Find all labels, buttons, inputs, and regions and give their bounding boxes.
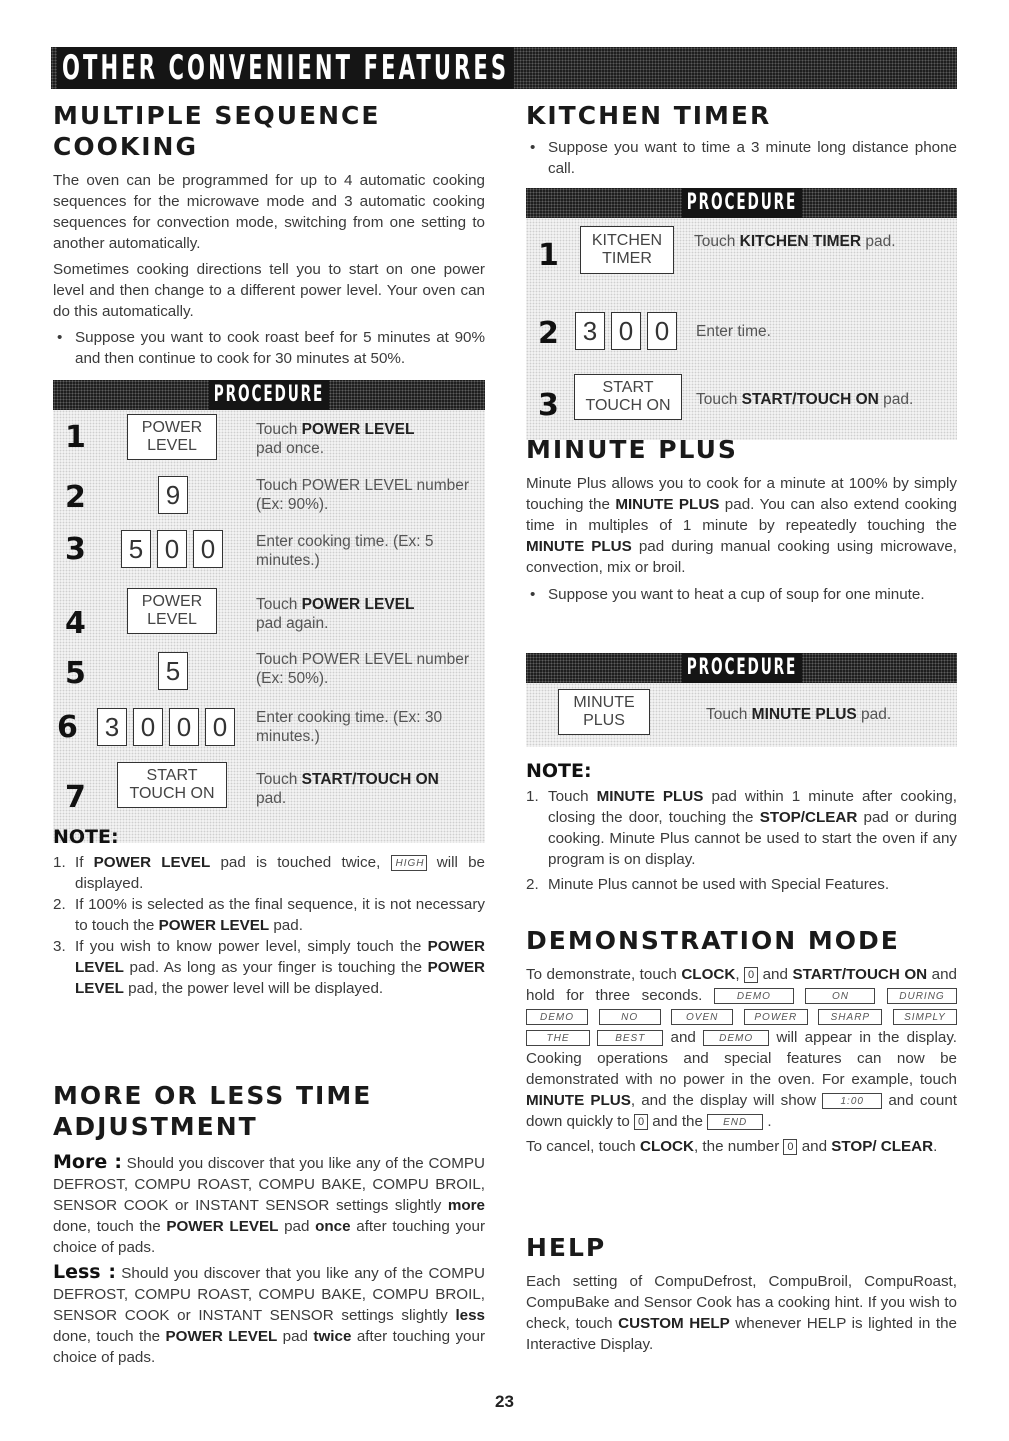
less-paragraph: Less : Should you discover that you like any of the COMPU DEFROST, COMPU ROAST, COMPU BAKE, COMPU BROIL, SENSOR COOK or INSTANT SENSOR settings slightly less done, touch the POWER LEVEL pad twice after touching your choice of pads. xyxy=(53,1261,485,1366)
digit-key: 0 xyxy=(611,312,641,350)
minute-plus-example: • Suppose you want to heat a cup of soup for one minute. xyxy=(526,584,957,605)
multiple-sequence-example: • Suppose you want to cook roast beef for 5 minutes at 90% and then continue to cook for 30 minutes at 50%. xyxy=(53,327,485,369)
power-level-key: POWER LEVEL xyxy=(127,588,217,634)
kitchen-timer-procedure xyxy=(526,188,957,440)
help-section xyxy=(526,1232,957,1355)
digit-key: 5 xyxy=(158,652,188,690)
multiple-sequence-procedure xyxy=(53,380,485,843)
kitchen-timer-section xyxy=(526,100,957,179)
help-title: HELP xyxy=(526,1233,607,1262)
note-item: 1. Touch MINUTE PLUS pad within 1 minute after cooking, closing the door, touching the STOP/CLEAR pad or during cooking. Minute Plus cannot be used to start the oven if any program is on display. xyxy=(526,788,957,868)
digit-key: 9 xyxy=(158,476,188,514)
kitchen-timer-example: • Suppose you want to time a 3 minute long distance phone call. xyxy=(526,137,957,179)
note-item: 3. If you wish to know power level, simply touch the POWER LEVEL pad. As long as your finger is touching the POWER LEVEL pad, the power level will be displayed. xyxy=(53,938,485,997)
procedure-steps: 1 KITCHEN TIMER Touch KITCHEN TIMER pad. 2 3 0 0 Enter time. 3 START TOUCH ON Touch START/TOUCH ON pad. xyxy=(526,218,957,440)
note-title: NOTE: xyxy=(526,760,592,782)
more-less-title: MORE OR LESS TIME ADJUSTMENT xyxy=(53,1081,373,1141)
multiple-sequence-intro: The oven can be programmed for up to 4 automatic cooking sequences for the microwave mode and 3 automatic cooking sequences for convection mode, switching from one setting to another automatically. xyxy=(53,172,485,252)
minute-plus-title: MINUTE PLUS xyxy=(526,435,738,464)
digit-key: 0 xyxy=(157,530,187,568)
digit-key: 0 xyxy=(647,312,677,350)
start-touch-on-key: START TOUCH ON xyxy=(117,762,227,808)
digit-key: 0 xyxy=(205,708,235,746)
demonstration-title: DEMONSTRATION MODE xyxy=(526,926,900,955)
digit-key: 3 xyxy=(97,708,127,746)
kitchen-timer-key: KITCHEN TIMER xyxy=(580,226,674,274)
multiple-sequence-notes xyxy=(53,826,485,999)
kitchen-timer-title: KITCHEN TIMER xyxy=(526,101,772,130)
section-banner xyxy=(51,47,957,89)
help-paragraph: Each setting of CompuDefrost, CompuBroil, CompuRoast, CompuBake and Sensor Cook has a cooking hint. If you wish to check, touch CUSTOM HELP whenever HELP is lighted in the Interactive Display. xyxy=(526,1273,957,1353)
minute-plus-procedure xyxy=(526,653,957,747)
banner-title: OTHER CONVENIENT FEATURES xyxy=(57,47,514,89)
note-item: 1. If POWER LEVEL pad is touched twice, HIGH will be displayed. xyxy=(53,854,485,892)
minute-plus-key: MINUTE PLUS xyxy=(558,689,650,735)
start-touch-on-key: START TOUCH ON xyxy=(574,374,682,420)
note-item: 2. Minute Plus cannot be used with Special Features. xyxy=(526,876,890,893)
demonstration-paragraph: To demonstrate, touch CLOCK, 0 and START/TOUCH ON and hold for three seconds. DEMO ON DURING DEMO NO OVEN POWER SHARP SIMPLY THE BEST and DEMO will appear in the display. Cooking operations and special features can now be demonstrated with no power in the oven. For example, touch MINUTE PLUS, and the display will show 1:00 and count down quickly to 0 and the END . xyxy=(526,966,957,1130)
procedure-header: PROCEDURE xyxy=(53,380,485,410)
multiple-sequence-para2: Sometimes cooking directions tell you to start on one power level and then change to a different power level. Your oven can do this automatically. xyxy=(53,261,485,320)
more-paragraph: More : Should you discover that you like any of the COMPU DEFROST, COMPU ROAST, COMPU BAKE, COMPU BROIL, SENSOR COOK or INSTANT SENSOR settings slightly more done, touch the POWER LEVEL pad once after touching your choice of pads. xyxy=(53,1151,485,1256)
minute-plus-section xyxy=(526,434,957,605)
display-readout: HIGH xyxy=(391,855,427,871)
note-title: NOTE: xyxy=(53,826,119,848)
demonstration-section xyxy=(526,925,957,1157)
more-less-section xyxy=(53,1080,485,1368)
note-item: 2. If 100% is selected as the final sequence, it is not necessary to touch the POWER LEVEL pad. xyxy=(53,896,485,934)
multiple-sequence-title: MULTIPLE SEQUENCE COOKING xyxy=(53,101,381,161)
demonstration-cancel: To cancel, touch CLOCK, the number 0 and STOP/ CLEAR. xyxy=(526,1138,938,1155)
page-number: 23 xyxy=(495,1392,514,1411)
procedure-steps: MINUTE PLUS Touch MINUTE PLUS pad. xyxy=(526,683,957,747)
digit-key: 0 xyxy=(169,708,199,746)
multiple-sequence-section xyxy=(53,100,485,369)
procedure-header: PROCEDURE xyxy=(526,653,957,683)
procedure-steps: 1 POWER LEVEL Touch POWER LEVEL pad once. 2 9 Touch POWER LEVEL number (Ex: 90%). 3 5 0 0 Enter cooking time. (Ex: 5 minutes.) 4 POWER LEVEL Touch POWER LEVEL pad again. 5 5 Touch POWER LEVEL number (Ex: 50%). 6 3 0 0 0 Enter cooking time. (Ex: 30 minutes.) 7 START TOUCH ON Touch START/TOUCH ON pad. xyxy=(53,410,485,843)
procedure-header: PROCEDURE xyxy=(526,188,957,218)
digit-key: 5 xyxy=(121,530,151,568)
digit-key: 0 xyxy=(193,530,223,568)
digit-key: 3 xyxy=(575,312,605,350)
power-level-key: POWER LEVEL xyxy=(127,414,217,460)
digit-key: 0 xyxy=(133,708,163,746)
minute-plus-description: Minute Plus allows you to cook for a minute at 100% by simply touching the MINUTE PLUS pad. You can also extend cooking time in multiples of 1 minute by repeatedly touching the MINUTE PLUS pad during manual cooking using microwave, convection, mix or broil. xyxy=(526,475,957,576)
minute-plus-notes xyxy=(526,760,957,895)
